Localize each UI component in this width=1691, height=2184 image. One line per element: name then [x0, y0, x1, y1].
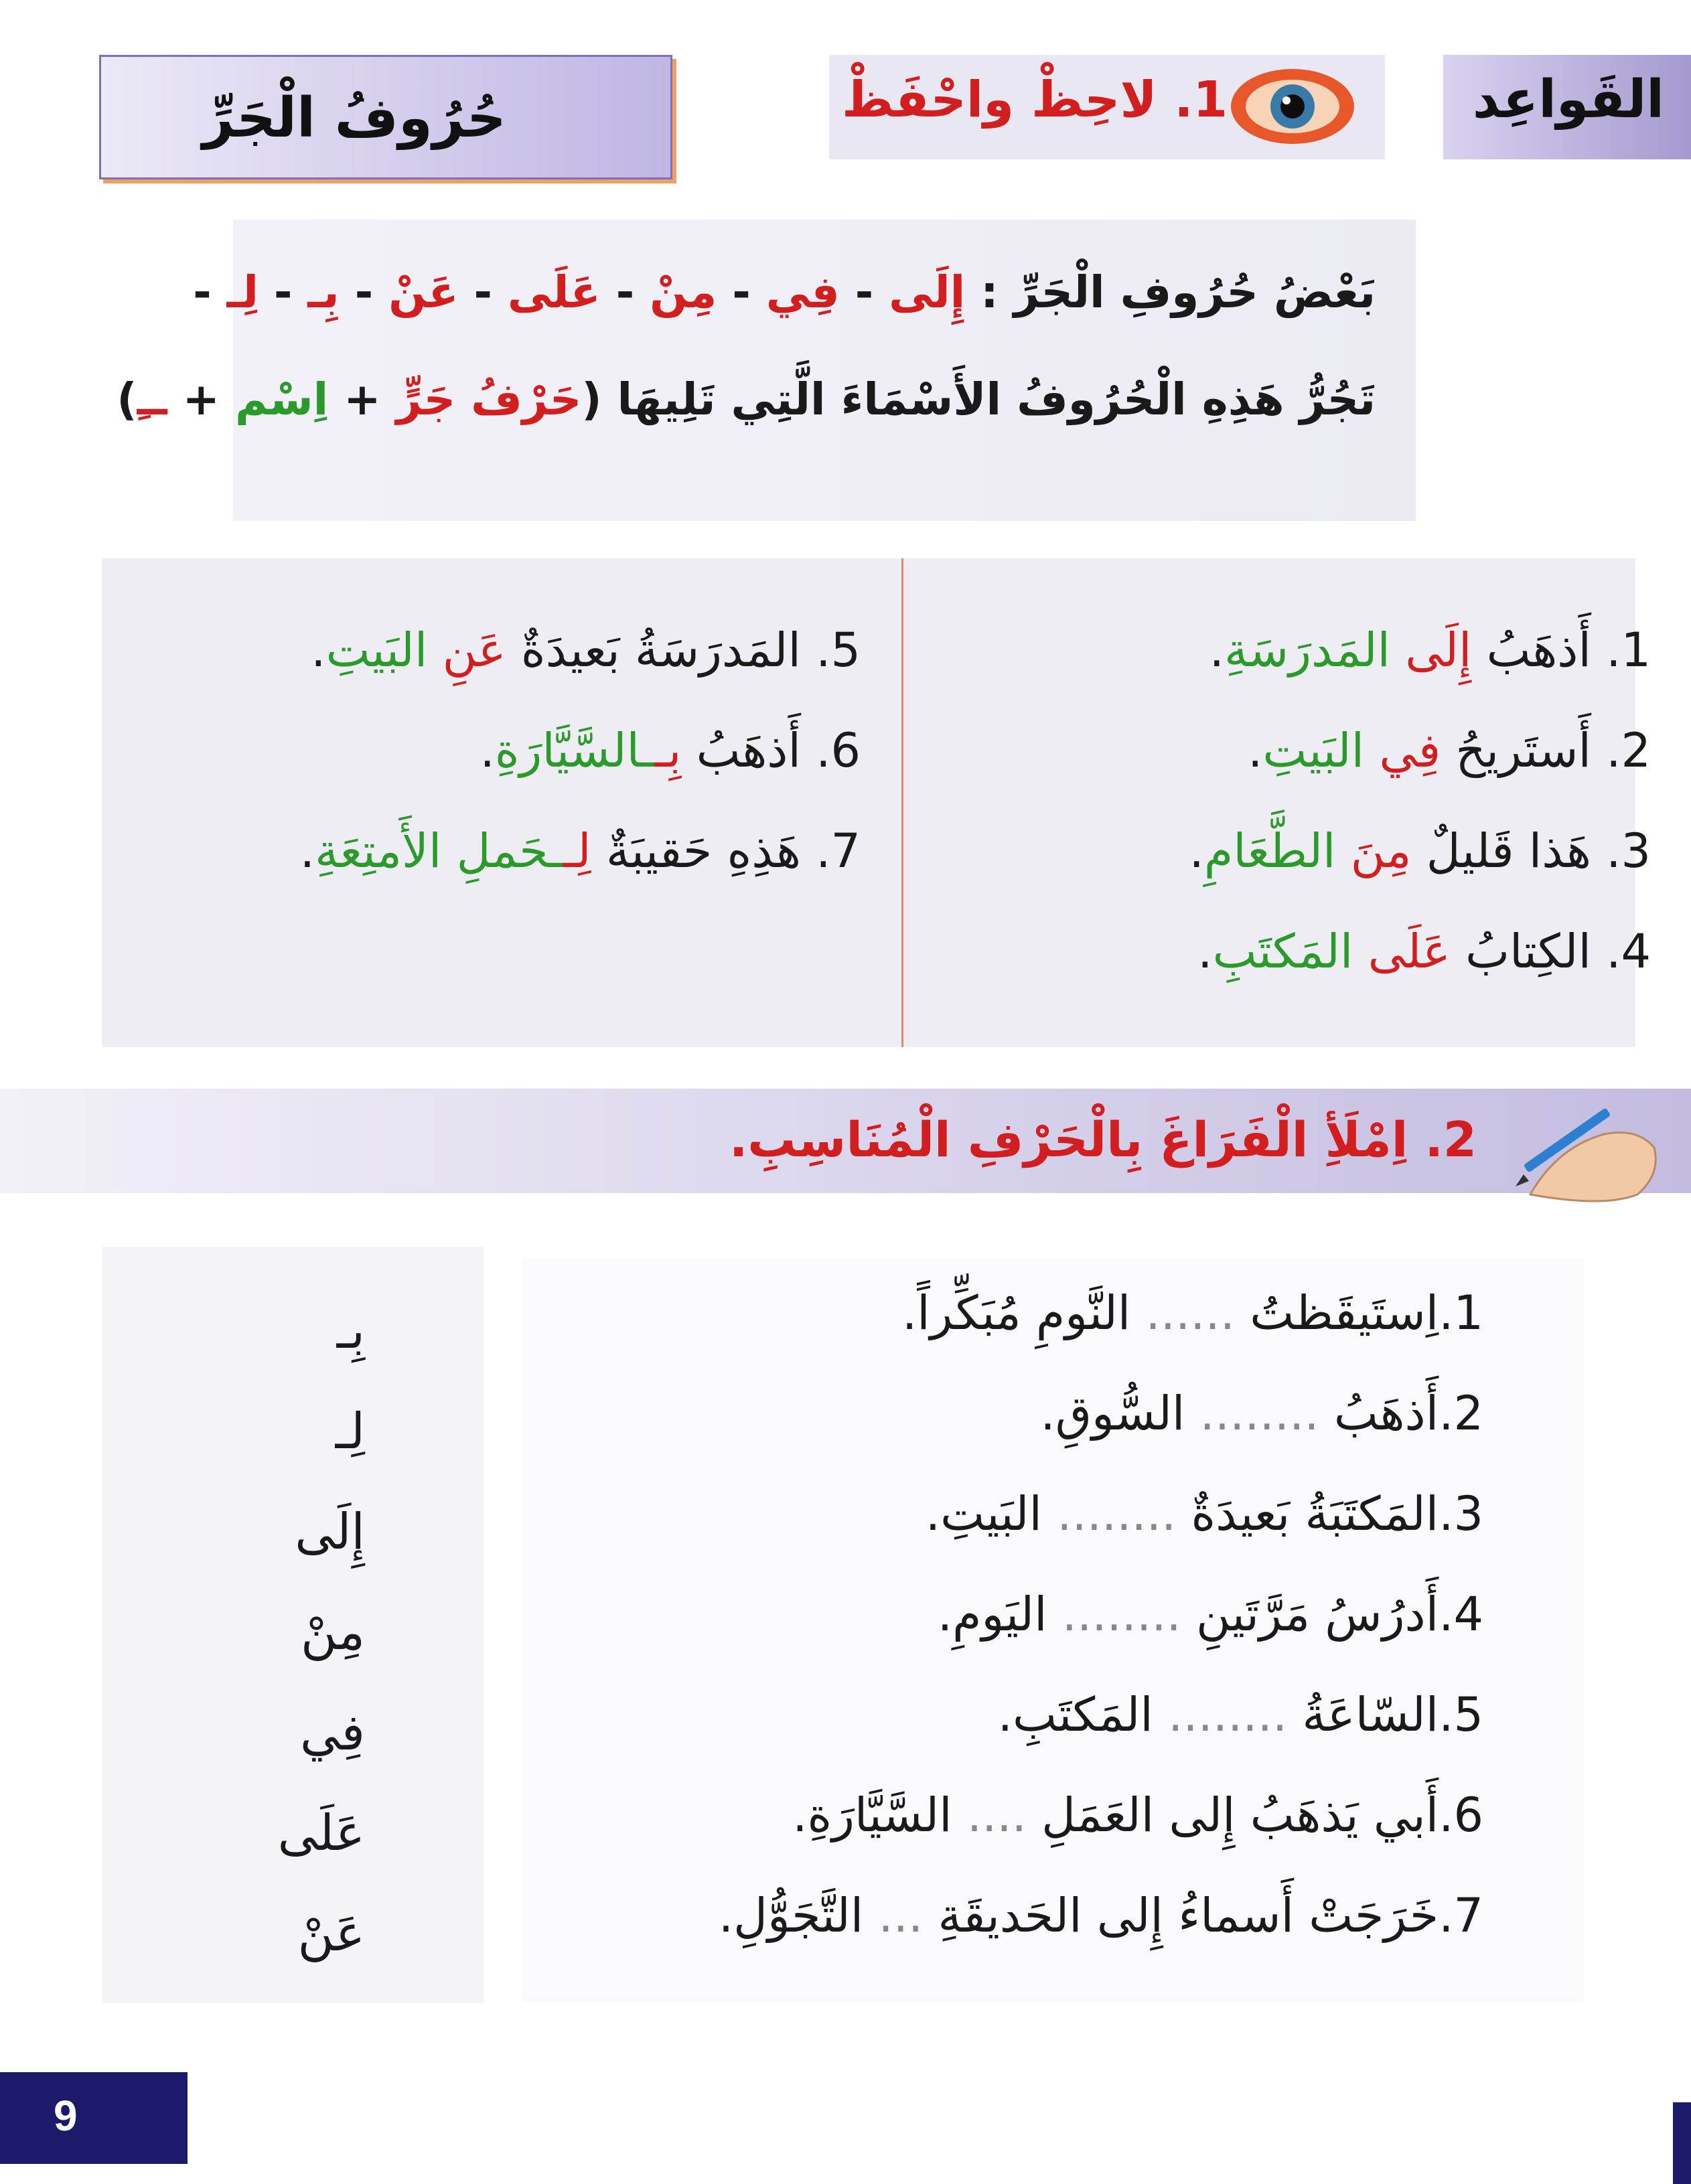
exercise-item: 6.أَبي يَذهَبُ إِلى العَمَلِ .... السَّيَّارَةِ. [792, 1788, 1483, 1843]
eye-icon [1228, 66, 1358, 147]
exercise-item: 7.خَرَجَتْ أَسماءُ إِلى الحَديقَةِ ... التَّجَوُّلِ. [718, 1888, 1483, 1943]
formula-paren: ) [117, 374, 137, 425]
example-item: 1. أَذهَبُ إِلَى المَدرَسَةِ. [1209, 623, 1651, 678]
topic-title-box [99, 55, 672, 179]
section1-header [829, 55, 1385, 159]
example-item: 6. أَذهَبُ بِــالسَّيَّارَةِ. [480, 723, 861, 778]
rule-lead: بَعْضُ حُرُوفِ الْجَرِّ : [965, 266, 1376, 318]
separator: - [339, 266, 389, 318]
blank[interactable]: ........ [1061, 1587, 1181, 1642]
rule-letter: عَلَى [507, 266, 601, 318]
exercise-item: 3.المَكتَبَةُ بَعيدَةٌ ........ البَيتِ. [925, 1486, 1483, 1541]
separator: - [839, 266, 889, 318]
option-word[interactable]: فِي [299, 1704, 365, 1762]
example-item: 2. أَستَريحُ فِي البَيتِ. [1248, 723, 1651, 778]
rule-letter: عَنْ [388, 266, 459, 318]
page-number-box [0, 2072, 188, 2164]
rule-box [117, 220, 1416, 521]
rule-letter: إِلَى [889, 266, 966, 318]
example-item: 3. هَذا قَليلٌ مِنَ الطَّعَامِ. [1189, 824, 1651, 878]
rule-letter: فِي [765, 266, 840, 318]
option-word[interactable]: مِنْ [301, 1604, 365, 1661]
blank[interactable]: ........ [1199, 1386, 1319, 1441]
section1-title: 1. لاحِظْ واحْفَظْ [841, 71, 1228, 129]
pencil-hand-icon [1503, 1094, 1664, 1208]
separator: - [259, 266, 308, 318]
exercise-item: 2.أَذهَبُ ........ السُّوقِ. [1040, 1386, 1483, 1441]
option-word[interactable]: عَلَى [277, 1804, 365, 1862]
exercise-item: 4.أَدرُسُ مَرَّتَينِ ........ اليَومِ. [937, 1587, 1483, 1642]
topic-title: حُرُوفُ الْجَرِّ [202, 86, 506, 150]
example-item: 7. هَذِهِ حَقيبَةٌ لِــحَملِ الأَمتِعَةِ. [299, 824, 861, 878]
option-word[interactable]: إِلَى [295, 1503, 365, 1561]
formula-paren: ( [581, 374, 602, 425]
example-item: 4. الكِتابُ عَلَى المَكتَبِ. [1197, 924, 1651, 979]
rule-letter: بِـ [307, 266, 340, 318]
rule-letter: مِنْ [650, 266, 717, 318]
rule-line-1 [193, 266, 1376, 318]
exercise-item: 5.السّاعَةُ ........ المَكتَبِ. [997, 1687, 1483, 1742]
rule-explanation: تَجُرُّ هَذِهِ الْحُرُوفُ الأَسْمَاءَ الَّتِي تَلِيهَا [601, 374, 1376, 425]
examples-divider [901, 558, 903, 1047]
blank[interactable]: ........ [1168, 1687, 1288, 1742]
options-box [102, 1247, 484, 2003]
page-number: 9 [54, 2092, 78, 2140]
formula-plus: + [167, 374, 235, 425]
example-item: 5. المَدرَسَةُ بَعيدَةٌ عَنِ البَيتِ. [311, 623, 861, 678]
blank[interactable]: ...... [1145, 1285, 1236, 1340]
rule-line-2 [117, 374, 1376, 425]
separator: - [600, 266, 650, 318]
separator: - [193, 266, 227, 318]
blank[interactable]: ........ [1057, 1486, 1177, 1541]
exercise-item: 1.اِستَيقَظتُ ...... النَّومِ مُبَكِّراً. [901, 1285, 1483, 1340]
option-word[interactable]: لِـ [335, 1403, 365, 1460]
grammar-tab [1443, 55, 1691, 159]
separator: - [717, 266, 766, 318]
formula-harf: حَرْفُ جَرٍّ [396, 374, 582, 425]
blank[interactable]: ... [878, 1888, 924, 1943]
grammar-label: القَواعِد [1472, 70, 1664, 130]
blank[interactable]: .... [966, 1788, 1027, 1843]
option-word[interactable]: عَنْ [297, 1905, 365, 1962]
section2-header [0, 1089, 1691, 1193]
page-edge-marker [1673, 2102, 1691, 2184]
option-word[interactable]: بِـ [336, 1302, 365, 1360]
section2-title: 2. اِمْلَأِ الْفَرَاغَ بِالْحَرْفِ الْمُنَاسِبِ. [729, 1111, 1477, 1168]
formula-kasra: ــِ [137, 374, 167, 425]
formula-plus: + [328, 374, 396, 425]
rule-letter: لِـ [226, 266, 259, 318]
separator: - [458, 266, 508, 318]
formula-ism: اِسْم [234, 374, 329, 425]
